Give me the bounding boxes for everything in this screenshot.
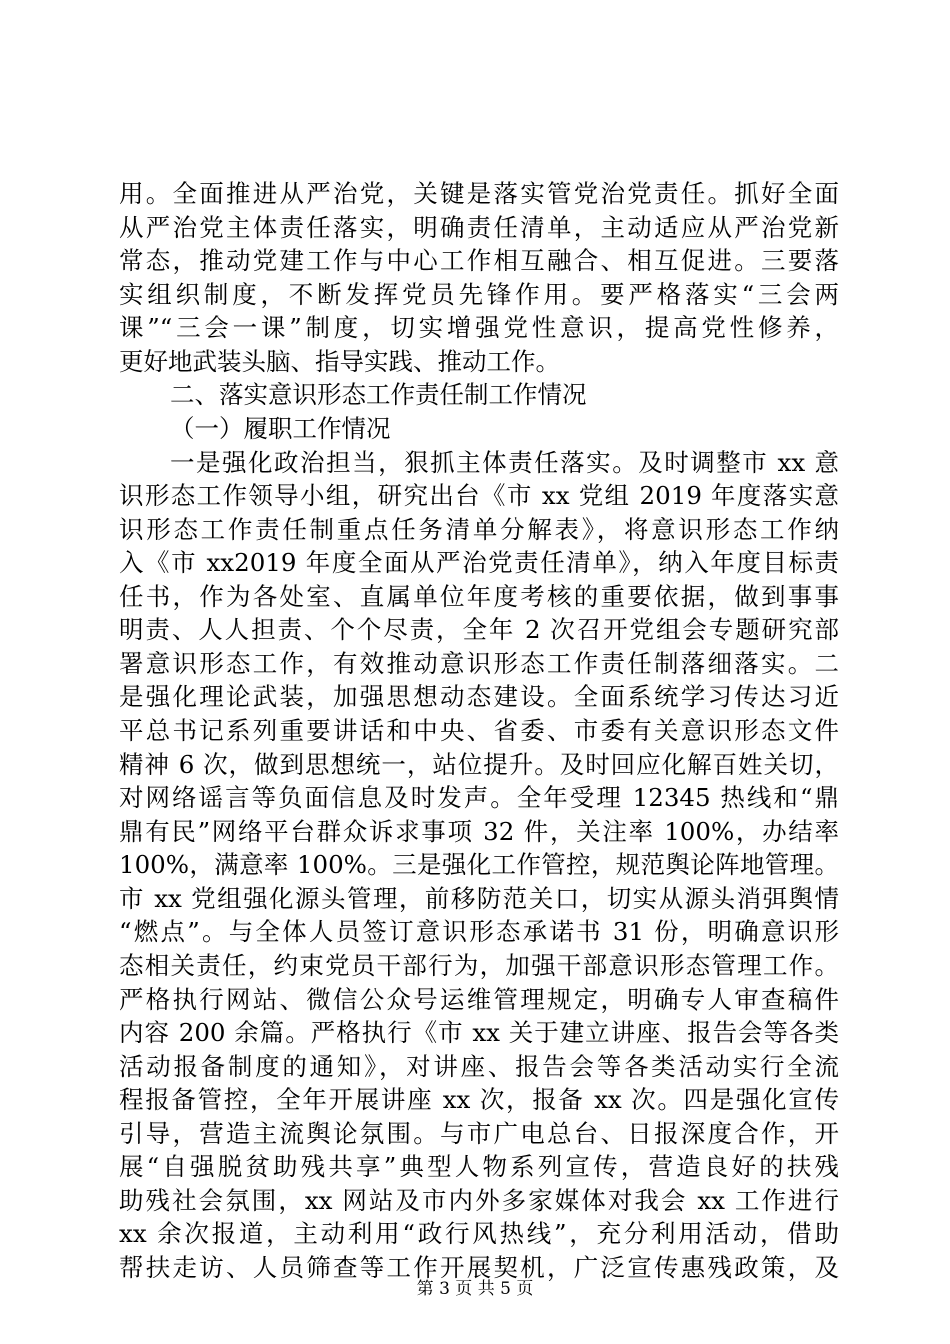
paragraph-line: 是强化理论武装，加强思想动态建设。全面系统学习传达习近 <box>119 682 839 711</box>
paragraph-line: 任书，作为各处室、直属单位年度考核的重要依据，做到事事 <box>119 582 839 611</box>
paragraph-line: 入《市 xx2019 年度全面从严治党责任清单》，纳入年度目标责 <box>119 548 839 577</box>
paragraph-line: 引导，营造主流舆论氛围。与市广电总台、日报深度合作，开 <box>119 1119 839 1148</box>
paragraph-line: 用。全面推进从严治党，关键是落实管党治党责任。抓好全面 <box>119 179 839 208</box>
paragraph-line: 助残社会氛围，xx 网站及市内外多家媒体对我会 xx 工作进行 <box>119 1186 839 1215</box>
paragraph-line: 识形态工作领导小组，研究出台《市 xx 党组 2019 年度落实意 <box>119 481 839 510</box>
paragraph-line: “燃点”。与全体人员签订意识形态承诺书 31 份，明确意识形 <box>119 917 839 946</box>
paragraph-line: 内容 200 余篇。严格执行《市 xx 关于建立讲座、报告会等各类 <box>119 1018 839 1047</box>
page-footer: 第 3 页 共 5 页 <box>416 1279 534 1299</box>
paragraph-line: 鼎有民”网络平台群众诉求事项 32 件，关注率 100%，办结率 <box>119 817 839 846</box>
paragraph-line: 市 xx 党组强化源头管理，前移防范关口，切实从源头消弭舆情 <box>119 884 839 913</box>
paragraph-line: 活动报备制度的通知》，对讲座、报告会等各类活动实行全流 <box>119 1052 839 1081</box>
paragraph-line: 对网络谣言等负面信息及时发声。全年受理 12345 热线和“鼎 <box>119 783 839 812</box>
paragraph-line: 署意识形态工作，有效推动意识形态工作责任制落细落实。二 <box>119 649 839 678</box>
subsection-heading: （一）履职工作情况 <box>170 414 391 443</box>
paragraph-line: 精神 6 次，做到思想统一，站位提升。及时回应化解百姓关切， <box>119 750 839 779</box>
paragraph-line: xx 余次报道，主动利用“政行风热线”，充分利用活动，借助 <box>119 1219 839 1248</box>
paragraph-line: 展“自强脱贫助残共享”典型人物系列宣传，营造良好的扶残 <box>119 1152 839 1181</box>
paragraph-line: 程报备管控，全年开展讲座 xx 次，报备 xx 次。四是强化宣传 <box>119 1085 839 1114</box>
paragraph-line: 帮扶走访、人员筛查等工作开展契机，广泛宣传惠残政策，及 <box>119 1253 839 1282</box>
paragraph-line: 从严治党主体责任落实，明确责任清单，主动适应从严治党新 <box>119 213 839 242</box>
paragraph-line: 100%，满意率 100%。三是强化工作管控，规范舆论阵地管理。 <box>119 850 839 879</box>
paragraph-line: 态相关责任，约束党员干部行为，加强干部意识形态管理工作。 <box>119 951 839 980</box>
paragraph-line: 课”“三会一课”制度，切实增强党性意识，提高党性修养， <box>119 313 839 342</box>
section-heading: 二、落实意识形态工作责任制工作情况 <box>170 380 587 409</box>
paragraph-line: 识形态工作责任制重点任务清单分解表》，将意识形态工作纳 <box>119 515 839 544</box>
paragraph-line: 常态，推动党建工作与中心工作相互融合、相互促进。三要落 <box>119 246 839 275</box>
paragraph-line: 一是强化政治担当，狠抓主体责任落实。及时调整市 xx 意 <box>170 448 839 477</box>
paragraph-line: 平总书记系列重要讲话和中央、省委、市委有关意识形态文件 <box>119 716 839 745</box>
paragraph-line: 实组织制度，不断发挥党员先锋作用。要严格落实“三会两 <box>119 280 839 309</box>
paragraph-line: 更好地武装头脑、指导实践、推动工作。 <box>119 347 560 376</box>
paragraph-line: 明责、人人担责、个个尽责，全年 2 次召开党组会专题研究部 <box>119 615 839 644</box>
paragraph-line: 严格执行网站、微信公众号运维管理规定，明确专人审查稿件 <box>119 985 839 1014</box>
